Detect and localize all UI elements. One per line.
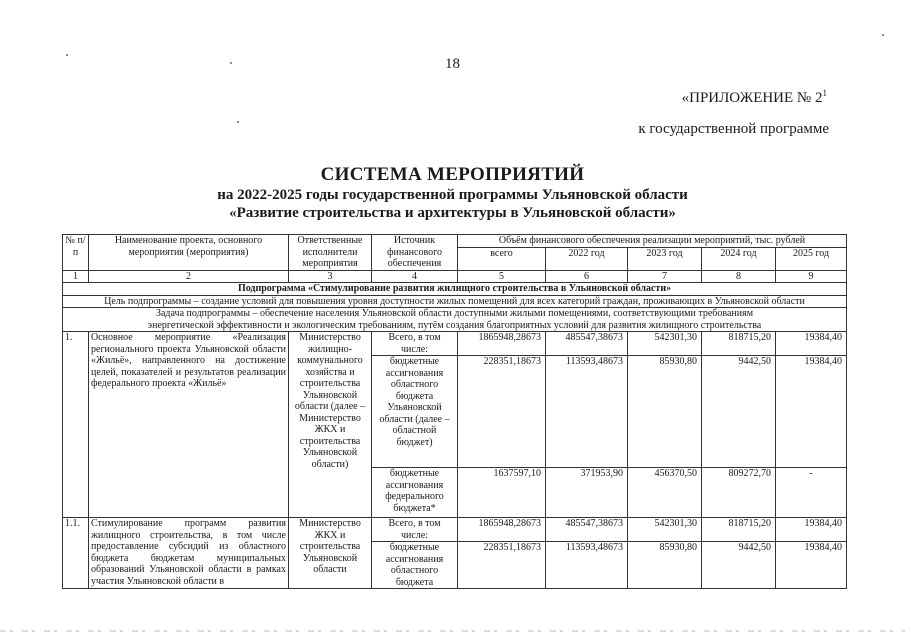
amount-2025: 19384,40 (776, 356, 847, 468)
amount-2022: 485547,38673 (546, 518, 628, 542)
appendix-subtitle: к государственной программе (638, 121, 829, 137)
column-number: 7 (628, 270, 702, 283)
amount-total: 1865948,28673 (458, 518, 546, 542)
header-2024: 2024 год (702, 248, 776, 270)
measure-name: Стимулирование программ развития жилищного строительства, в том числе предоставление субсидий из областного бюджета бюджетам муниципальных образований Ульяновской области в рамках участия Ульяновской области в (89, 518, 289, 589)
header-2023: 2023 год (628, 248, 702, 270)
amount-2023: 456370,50 (628, 468, 702, 518)
header-executor: Ответственные исполнители мероприятия (289, 235, 372, 271)
amount-2022: 113593,48673 (546, 542, 628, 589)
measure-executor: Министерство жилищно-коммунального хозяйства и строительства Ульяновской области (далее – Министерство ЖКХ и строительства Ульяновской области) (289, 332, 372, 518)
funding-source: Всего, в том числе: (372, 332, 458, 356)
header-name: Наименование проекта, основного мероприятия (мероприятия) (89, 235, 289, 271)
appendix-label (682, 88, 827, 107)
amount-2022: 485547,38673 (546, 332, 628, 356)
column-number: 2 (89, 270, 289, 283)
column-number-row (63, 270, 847, 283)
funding-source: бюджетные ассигнования областного бюджета (372, 542, 458, 589)
column-number: 4 (372, 270, 458, 283)
amount-2024: 9442,50 (702, 356, 776, 468)
amount-total: 1865948,28673 (458, 332, 546, 356)
subprogram-task: Задача подпрограммы – обеспечение населения Ульяновской области доступными жилыми помещениями, соответствующими требованиям энергетической эффективности и экологическим требованиям, путём создания благоприятных условий для развития жилищного строительства (63, 308, 847, 332)
page-number: 18 (445, 56, 460, 72)
scan-speck (230, 62, 232, 64)
table-row (63, 332, 847, 356)
header-total: всего (458, 248, 546, 270)
amount-2025: 19384,40 (776, 518, 847, 542)
amount-total: 228351,18673 (458, 542, 546, 589)
header-2025: 2025 год (776, 248, 847, 270)
measures-table (62, 234, 847, 589)
amount-2024: 818715,20 (702, 332, 776, 356)
funding-source: бюджетные ассигнования областного бюджета Ульяновской области (далее – областной бюджет) (372, 356, 458, 468)
amount-2023: 85930,80 (628, 356, 702, 468)
row-number: 1.1. (63, 518, 89, 589)
amount-2022: 371953,90 (546, 468, 628, 518)
measure-name: Основное мероприятие «Реализация регионального проекта Ульяновской области «Жильё», направленного на достижение целей, показателей и результатов реализации федерального проекта «Жильё» (89, 332, 289, 518)
scan-speck (882, 34, 884, 36)
scan-speck (237, 121, 239, 123)
amount-2023: 542301,30 (628, 332, 702, 356)
amount-2025: 19384,40 (776, 332, 847, 356)
header-finance: Объём финансового обеспечения реализации мероприятий, тыс. рублей (458, 235, 847, 248)
column-number: 5 (458, 270, 546, 283)
row-number: 1. (63, 332, 89, 518)
table-row (63, 518, 847, 542)
document-title (0, 164, 905, 222)
scan-speck (66, 54, 68, 56)
appendix-text: «ПРИЛОЖЕНИЕ № 2 (681, 90, 823, 106)
amount-2024: 809272,70 (702, 468, 776, 518)
column-number: 9 (776, 270, 847, 283)
header-num: № п/п (63, 235, 89, 271)
amount-2023: 85930,80 (628, 542, 702, 589)
title-line-1: СИСТЕМА МЕРОПРИЯТИЙ (320, 164, 585, 185)
amount-total: 228351,18673 (458, 356, 546, 468)
header-source: Источник финансового обеспечения (372, 235, 458, 271)
subprogram-title: Подпрограмма «Стимулирование развития жилищного строительства в Ульяновской области» (63, 283, 847, 296)
funding-source: бюджетные ассигнования федерального бюджета* (372, 468, 458, 518)
measure-executor: Министерство ЖКХ и строительства Ульяновской области (289, 518, 372, 589)
column-number: 8 (702, 270, 776, 283)
scan-artifact-line (0, 630, 905, 632)
amount-2022: 113593,48673 (546, 356, 628, 468)
column-number: 1 (63, 270, 89, 283)
amount-2024: 9442,50 (702, 542, 776, 589)
subprogram-goal: Цель подпрограммы – создание условий для повышения уровня доступности жилых помещений для всех категорий граждан, проживающих в Ульяновской области (63, 295, 847, 308)
title-line-2: на 2022-2025 годы государственной программы Ульяновской области (217, 187, 688, 203)
column-number: 6 (546, 270, 628, 283)
column-number: 3 (289, 270, 372, 283)
funding-source: Всего, в том числе: (372, 518, 458, 542)
appendix-superscript: 1 (822, 88, 827, 98)
amount-2025: 19384,40 (776, 542, 847, 589)
amount-2024: 818715,20 (702, 518, 776, 542)
amount-2025: - (776, 468, 847, 518)
title-line-3: «Развитие строительства и архитектуры в Ульяновской области» (229, 205, 676, 221)
amount-2023: 542301,30 (628, 518, 702, 542)
amount-total: 1637597,10 (458, 468, 546, 518)
header-2022: 2022 год (546, 248, 628, 270)
